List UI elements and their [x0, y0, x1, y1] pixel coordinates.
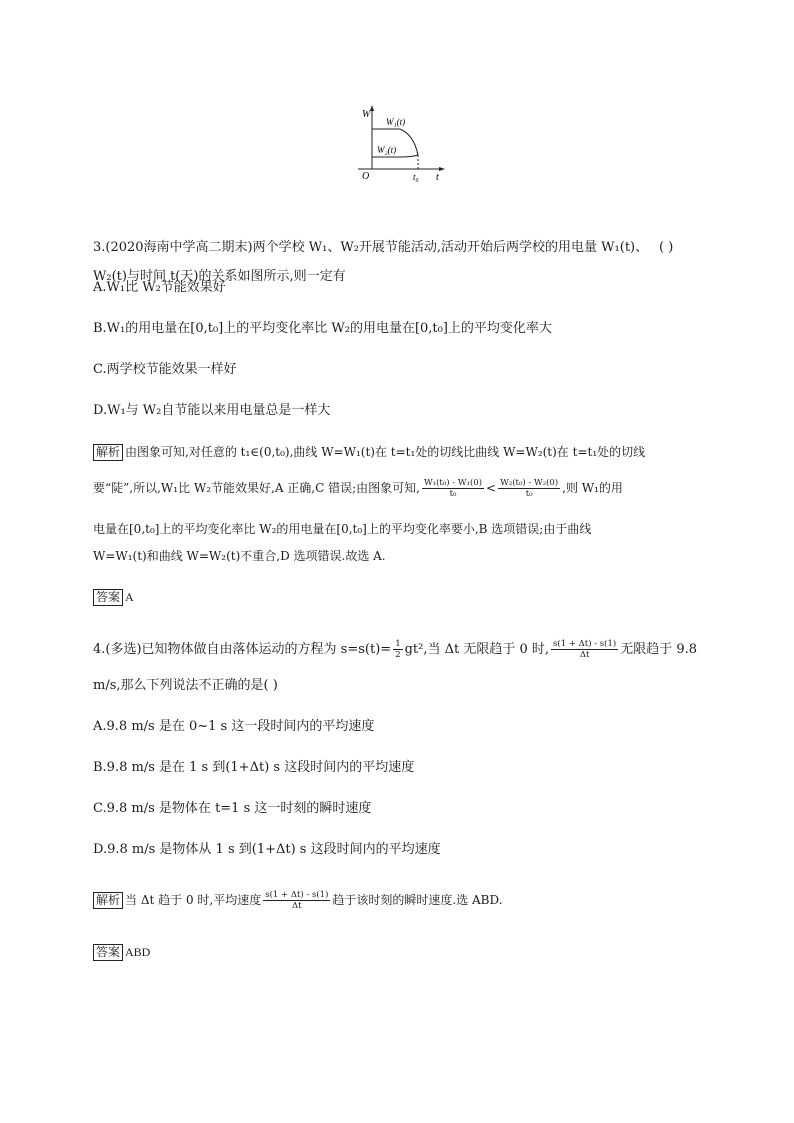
q4-analysis: 解析 当 Δt 趋于 0 时,平均速度 $\frac{s(1 + \Delta t) - s(1)}{\Delta t}$ 趋于该时刻的瞬时速度.选 ABD.	[93, 886, 503, 914]
q4-velocity-fraction: $\frac{s(1 + \Delta t) - s(1)}{\Delta t}$	[553, 639, 617, 660]
q4-stem-line1: 4.(多选)已知物体做自由落体运动的方程为 s=s(t)= $\frac{1}{2}$ gt²,当 Δt 无限趋于 0 时, $\frac{s(1 + \Delta t) - s(1)}{\Delta t}$ 无限趋于 9.8	[93, 639, 698, 660]
q4-option-b: B.9.8 m/s 是在 1 s 到(1+Δt) s 这段时间内的平均速度	[93, 760, 415, 775]
q4-answer: 答案 ABD	[93, 944, 150, 961]
q3-analysis-line4: W=W₁(t)和曲线 W=W₂(t)不重合,D 选项错误.故选 A.	[93, 549, 386, 563]
q3-analysis-line3: 电量在[0,t₀]上的平均变化率比 W₂的用电量在[0,t₀]上的平均变化率要小,B 选项错误;由于曲线	[93, 522, 592, 536]
q3-answer-bracket: ( )	[659, 240, 674, 255]
energy-graph	[350, 103, 450, 183]
q4-option-c: C.9.8 m/s 是物体在 t=1 s 这一时刻的瞬时速度	[93, 801, 372, 816]
q3-option-a: A.W₁比 W₂节能效果好	[93, 280, 226, 295]
q3-analysis-tag: 解析	[93, 444, 123, 461]
q3-answer-tag: 答案	[93, 589, 123, 606]
q4-analysis-tag: 解析	[93, 892, 123, 909]
w2-curve	[372, 155, 418, 157]
x-axis-label: t	[436, 172, 439, 183]
origin-label: O	[362, 171, 370, 182]
q4-half-fraction: $\frac{1}{2}$	[395, 639, 401, 660]
q3-stem-line2: W₂(t)与时间 t(天)的关系如图所示,则一定有	[93, 269, 346, 284]
q3-fraction-w2: $\frac{\text{W₂(t₀) - W₂(0)}}{\text{t₀}}$	[500, 478, 559, 499]
w2-label: W₂(t)	[377, 145, 397, 155]
q3-fraction-w1: $\frac{\text{W₁(t₀) - W₁(0)}}{\text{t₀}}$	[423, 478, 483, 499]
q4-analysis-fraction: $\frac{s(1 + \Delta t) - s(1)}{\Delta t}$	[265, 890, 329, 911]
q3-option-b: B.W₁的用电量在[0,t₀]上的平均变化率比 W₂的用电量在[0,t₀]上的平均变化率大	[93, 321, 552, 336]
q3-stem-line1: 3.(2020海南中学高二期末)两个学校 W₁、W₂开展节能活动,活动开始后两学校的用电量 W₁(t)、	[93, 240, 649, 255]
q4-option-a: A.9.8 m/s 是在 0~1 s 这一段时间内的平均速度	[93, 719, 375, 734]
q3-option-d: D.W₁与 W₂自节能以来用电量总是一样大	[93, 403, 331, 418]
y-axis-label: W	[362, 109, 371, 120]
q3-analysis-line1: 解析 由图象可知,对任意的 t₁∈(0,t₀),曲线 W=W₁(t)在 t=t₁处的切线比曲线 W=W₂(t)在 t=t₁处的切线	[93, 444, 645, 461]
t0-label: t₀	[413, 172, 419, 182]
w1-label: W₁(t)	[386, 117, 406, 127]
q4-option-d: D.9.8 m/s 是物体从 1 s 到(1+Δt) s 这段时间内的平均速度	[93, 842, 441, 857]
q4-stem-line2: m/s,那么下列说法不正确的是( )	[93, 678, 278, 693]
q3-answer: 答案 A	[93, 589, 134, 606]
q3-option-c: C.两学校节能效果一样好	[93, 362, 237, 377]
q3-analysis-line2: 要“陡”,所以,W₁比 W₂节能效果好,A 正确,C 错误;由图象可知, $\frac{\text{W₁(t₀) - W₁(0)}}{\text{t₀}}$ < $\frac{\text{W₂(t₀) - W₂(0)}}{\text{t₀}}$ ,则 W₁的用	[93, 478, 623, 499]
q4-answer-tag: 答案	[93, 944, 123, 961]
